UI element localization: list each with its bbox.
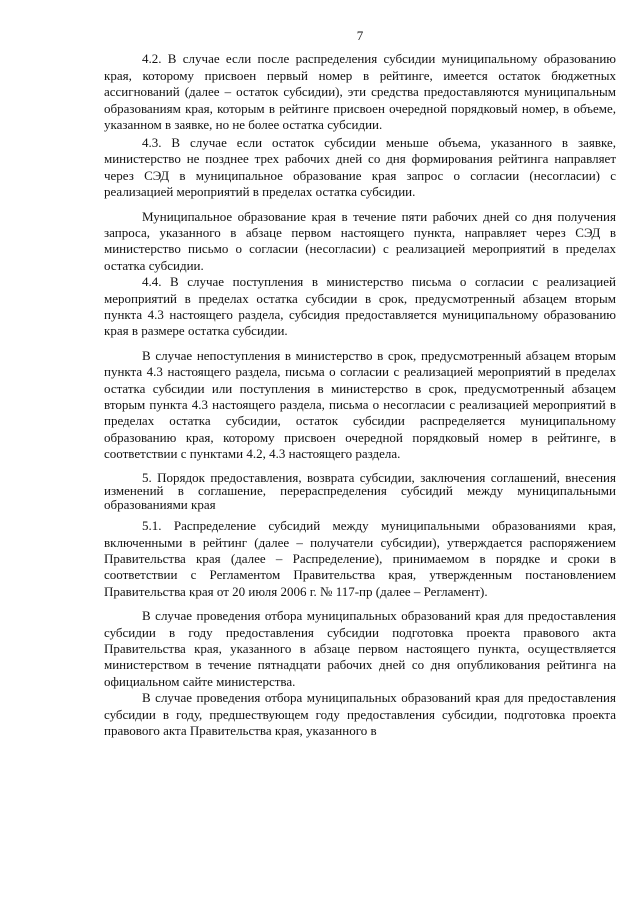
paragraph-4-4-non-receipt: В случае непоступления в министерство в срок, предусмотренный абзацем вторым пункта 4.3 настоящего раздела, письма о согласии с реализацией мероприятий в пределах остатка субсидии или поступления в министерство в срок, предусмотренный абзацем вторым пункта 4.3 настоящего раздела, письма о несогласии с реализацией мероприятий в пределах остатка субсидии, остаток субсидии распределяется муниципальному образованию края, которому присвоен очередной порядковый номер в рейтинге, в соответствии с пунктами 4.2, 4.3 настоящего раздела.: [104, 347, 616, 462]
paragraph-4-2: 4.2. В случае если после распределения субсидии муниципальному образованию края, которому присвоен первый номер в рейтинге, имеется остаток бюджетных ассигнований (далее – остаток субсидии), эти средства предоставляются муниципальным образованиям края, которым в рейтинге присвоен очередной порядковый номер, в объеме, указанном в заявке, но не более остатка субсидии.: [104, 51, 616, 133]
paragraph-4-3-response: Муниципальное образование края в течение пяти рабочих дней со дня получения запроса, указанного в абзаце первом настоящего пункта, направляет через СЭД в министерство письмо о согласии (несогласии) с реализацией мероприятий в пределах остатка субсидии.: [104, 208, 616, 273]
paragraph-5-1-current-year: В случае проведения отбора муниципальных образований края для предоставления субсидии в году предоставления субсидии подготовка проекта правового акта Правительства края, указанного в абзаце первом настоящего пункта, осуществляется министерством в течение пятнадцати рабочих дней со дня опубликования рейтинга на официальном сайте министерства.: [104, 608, 616, 689]
paragraph-4-3: 4.3. В случае если остаток субсидии меньше объема, указанного в заявке, министерство не позднее трех рабочих дней со дня формирования рейтинга направляет через СЭД в муниципальное образование края запрос о согласии (несогласии) с реализацией мероприятий в пределах остатка субсидии.: [104, 134, 616, 200]
document-page: [104, 28, 616, 739]
paragraph-5-1: 5.1. Распределение субсидий между муниципальными образованиями края, включенными в рейтинг (далее – получатели субсидии), утверждается распоряжением Правительства края (далее – Распределение), принимаемом в порядке и сроки в соответствии с Регламентом Правительства края, утвержденным постановлением Правительства края от 20 июля 2006 г. № 117-пр (далее – Регламент).: [104, 518, 616, 599]
section-5-heading: 5. Порядок предоставления, возврата субсидии, заключения соглашений, внесения изменений в соглашение, перераспределения субсидий между муниципальными образованиями края: [104, 469, 616, 512]
paragraph-4-4: 4.4. В случае поступления в министерство письма о согласии с реализацией мероприятий в пределах остатка субсидии в срок, предусмотренный абзацем вторым пункта 4.3 настоящего раздела, субсидия предоставляется муниципальному образованию края в размере остатка субсидии.: [104, 274, 616, 339]
page-number: 7: [356, 28, 364, 43]
paragraph-5-1-previous-year: В случае проведения отбора муниципальных образований края для предоставления субсидии в году, предшествующем году предоставления субсидии, подготовка проекта правового акта Правительства края, указанного в: [104, 690, 616, 739]
